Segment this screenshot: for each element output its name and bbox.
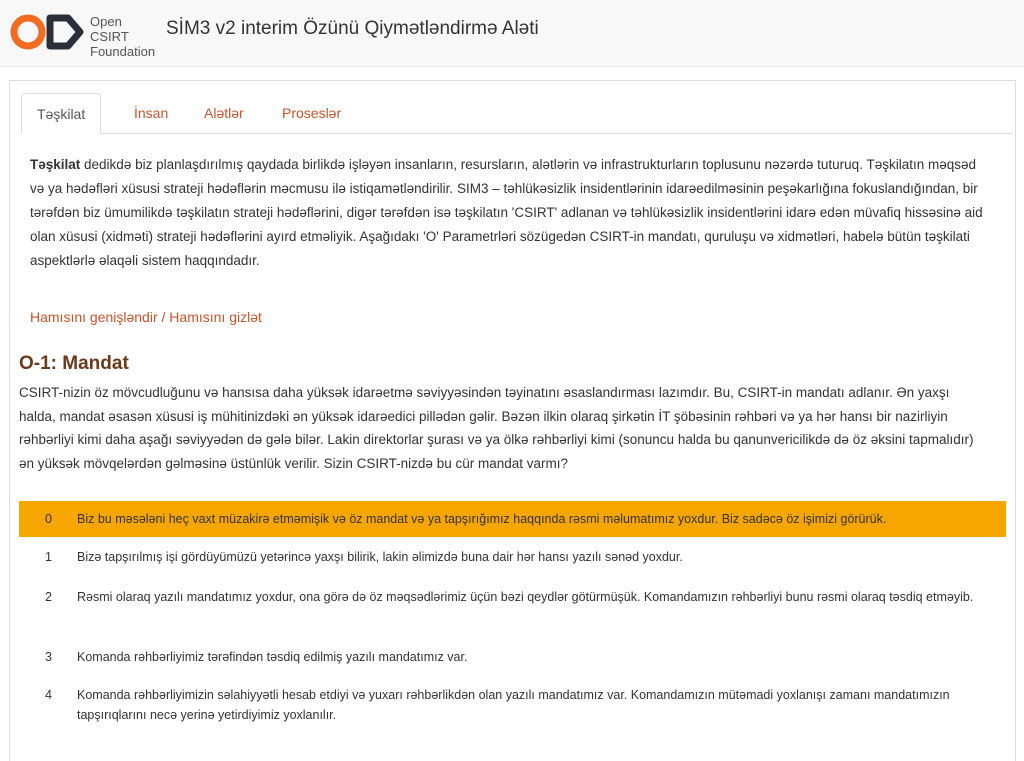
app-title: SİM3 v2 interim Özünü Qiymətləndirmə Aləti [166,18,539,39]
option-text: Bizə tapşırılmış işi gördüyümüzü yetərincə yaxşı bilirik, lakin əlimizdə buna dair hər hansı yazılı sənəd yoxdur. [77,550,683,564]
tab-insan[interactable]: İnsan [134,105,169,121]
logo-line-2: Foundation [90,44,156,59]
tab-teskilat[interactable]: Təşkilat [21,93,101,134]
expand-collapse-links [30,309,262,325]
option-text: Biz bu məsələni heç vaxt müzakirə etməmişik və öz mandat və ya tapşırığımız haqqında rəsmi məlumatımız yoxdur. Biz sadəcə öz işimizi görürük. [77,512,887,526]
section-description: CSIRT-nizin öz mövcudluğunu və hansısa daha yüksək idarəetmə səviyyəsindən təyinatını əsaslandırması lazımdır. Bu, CSIRT-in mandatı adlanır. Ən yaxşı halda, mandat əsasən xüsusi iş mühitinizdəki ən yüksək idarəedici pillədən gəlir. Bəzən ilkin olaraq şirkətin İT şöbəsinin rəhbəri və ya hər hansı bir nazirliyin rəhbərliyi kimi daha aşağı səviyyədən də gələ bilər. Lakin direktorlar şurası və ya ölkə rəhbərliyi kimi (sonuncu halda bu qanunvericilikdə də öz əksini tapmalıdır) ən yüksək mövqelərdən gəlməsinə üstünlük verilir. Sizin CSIRT-nizdə bu cür mandat varmı? [19,385,974,471]
option-4[interactable] [19,685,1006,729]
expand-all-link[interactable]: Hamısını genişləndir [30,309,158,325]
logo-mark-icon [10,12,86,52]
section-title[interactable]: O-1: Mandat [19,353,129,374]
open-csirt-logo[interactable] [10,12,162,59]
tab-prosesler[interactable]: Proseslər [282,105,342,121]
main-panel [9,80,1016,761]
option-text: Rəsmi olaraq yazılı mandatımız yoxdur, ona görə də öz məqsədlərimiz üçün bəzi qeydlər götürmüşük. Komandamızın rəhbərliyi bunu rəsmi olaraq təsdiq etməyib. [77,590,974,604]
option-0[interactable] [19,501,1006,537]
option-3[interactable] [19,647,1006,677]
tab-aletler[interactable]: Alətlər [204,105,244,121]
option-number: 0 [45,512,52,526]
option-number: 3 [45,650,52,664]
logo-line-1: Open CSIRT [90,14,129,44]
option-text: Komanda rəhbərliyimizin səlahiyyətli hesab etdiyi və yuxarı rəhbərlikdən olan yazılı mandatımız var. Komandamızın mütəmadi yoxlanışı zamanı mandatımızın tapşırıqlarını necə yerinə yetirdiyimiz yoxlanılır. [77,688,950,722]
intro-paragraph [30,153,992,273]
intro-bold-term: Təşkilat [30,157,81,172]
option-1[interactable] [19,547,1006,577]
links-separator: / [157,309,170,325]
tab-bar [21,93,1013,134]
top-navbar [0,0,1024,67]
option-number: 1 [45,550,52,564]
intro-text: dedikdə biz planlaşdırılmış qaydada birlikdə işləyən insanların, resursların, alətlərin və infrastrukturların toplusunu nəzərdə tuturuq. Təşkilatın məqsəd və ya hədəfləri xüsusi strateji hədəflərin məcmusu ilə istiqamətləndirilir. SIM3 – təhlükəsizlik insidentlərinin idarəedilməsinin peşəkarlığına fokuslandığından, bir tərəfdən biz ümumilikdə təşkilatın strateji hədəflərini, digər tərəfdən isə təşkilatın 'CSIRT' adlanan və təhlükəsizlik insidentlərini idarə edən müvafiq hissəsinə aid olan xüsusi (xidməti) strateji hədəflərini ayırd etməliyik. Aşağıdakı 'O' Parametrləri sözügedən CSIRT-in mandatı, quruluşu və xidmətləri, habelə bütün təşkilati aspektlərlə əlaqəli sistem haqqındadır. [30,157,983,268]
option-number: 2 [45,590,52,604]
logo-text [90,14,162,59]
option-number: 4 [45,688,52,702]
option-text: Komanda rəhbərliyimiz tərəfindən təsdiq edilmiş yazılı mandatımız var. [77,650,468,664]
option-2[interactable] [19,587,1006,631]
collapse-all-link[interactable]: Hamısını gizlət [169,309,262,325]
